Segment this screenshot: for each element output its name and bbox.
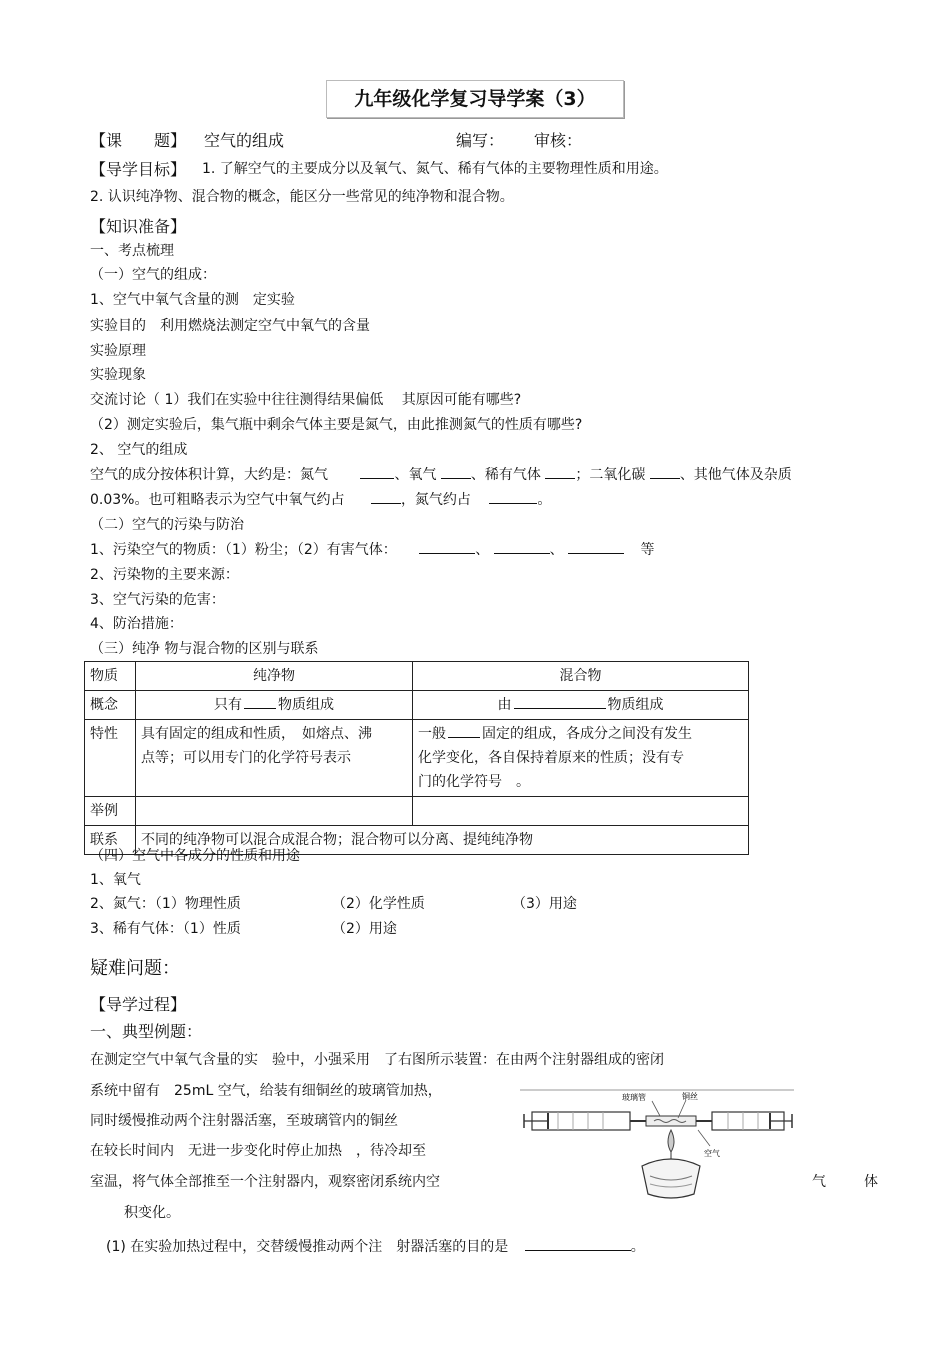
pollution-text-a: 1、污染空气的物质：（1）粉尘；（2）有害气体： (90, 542, 397, 558)
prep-line-2: 实验目的 利用燃烧法测定空气中氧气的含量 (90, 318, 370, 334)
example-heading: 一、典型例题： (90, 1022, 203, 1041)
sub-1: （一）空气的组成： (90, 267, 216, 283)
composition-text-d: ；二氧化碳 (575, 467, 646, 483)
row-label-concept: 概念 (85, 691, 136, 720)
sub-4: （四）空气中各成分的性质和用途 (90, 848, 300, 864)
copper-wire-label: 铜丝 (682, 1092, 698, 1101)
prep-line-5: 交流讨论（ 1）我们在实验中往往测得结果偏低 其原因可能有哪些? (90, 392, 522, 408)
nitrogen-physical: 2、氮气：（1）物理性质 (90, 896, 241, 912)
air-label: 空气 (704, 1149, 720, 1158)
prep-label: 【知识准备】 (90, 217, 187, 236)
co2-blank[interactable] (650, 464, 680, 479)
table-row (85, 691, 749, 720)
nitrogen-use: （3）用途 (512, 896, 577, 912)
composition-line-2 (90, 489, 551, 509)
example-line-3: 同时缓慢推动两个注射器活塞，至玻璃管内的铜丝 (90, 1113, 398, 1129)
topic: 空气的组成 (204, 131, 285, 150)
cell-pure-concept (136, 691, 413, 720)
reviewer-label: 审核： (534, 131, 583, 150)
cell-text: 物质组成 (607, 697, 664, 713)
question-1-blank[interactable] (525, 1236, 631, 1251)
topic-label: 【课 题】 (90, 131, 187, 150)
prep-line-4: 实验现象 (90, 367, 146, 383)
oxygen-line: 1、氧气 (90, 872, 141, 888)
pollution-text-c: 、 (549, 542, 564, 558)
cell-text: 具有固定的组成和性质， 如熔点、沸 (141, 726, 372, 742)
nitrogen-fraction-blank[interactable] (489, 489, 537, 504)
goal-1: 1. 了解空气的主要成分以及氧气、氮气、稀有气体的主要物理性质和用途。 (202, 161, 668, 177)
cell-text: 点等；可以用专门的化学符号表示 (141, 750, 351, 766)
process-label: 【导学过程】 (90, 995, 187, 1014)
composition-text-a: 空气的成分按体积计算，大约是：氮气 (90, 467, 328, 483)
cell-text: 只有 (214, 697, 242, 713)
harmful-gas-blank-3[interactable] (568, 539, 624, 554)
cell-text: 由 (497, 697, 512, 713)
example-line-5: 室温，将气体全部推至一个注射器内，观察密闭系统内空 (90, 1174, 440, 1190)
table-row (85, 720, 749, 797)
section-1: 一、考点梳理 (90, 243, 174, 259)
table-header-row (85, 662, 749, 691)
cell-text: 一般 (418, 726, 446, 742)
difficult-heading: 疑难问题： (90, 958, 180, 979)
header-cell-pure: 纯净物 (136, 662, 413, 691)
pollution-text-b: 、 (475, 542, 490, 558)
composition-text-c: 、稀有气体 (470, 467, 541, 483)
editor-label: 编写： (456, 131, 505, 150)
cell-relation: 不同的纯净物可以混合成混合物；混合物可以分离、提纯纯净物 (136, 826, 749, 855)
composition-text-e: 、其他气体及杂质 (679, 467, 792, 483)
question-1 (106, 1236, 645, 1256)
row-label-property: 特性 (85, 720, 136, 797)
nitrogen-blank[interactable] (360, 464, 394, 479)
harmful-gas-blank-2[interactable] (494, 539, 550, 554)
cell-text: 固定的组成，各成分之间没有发生 (482, 726, 692, 742)
question-1-end: 。 (630, 1239, 645, 1255)
question-1-text: (1) 在实验加热过程中，交替缓慢推动两个注 射器活塞的目的是 (106, 1239, 509, 1255)
row-label-relation: 联系 (85, 826, 136, 855)
cell-pure-example[interactable] (136, 797, 413, 826)
example-line-6: 积变化。 (124, 1205, 180, 1221)
example-line-1: 在测定空气中氧气含量的实 验中，小强采用 了右图所示装置：在由两个注射器组成的密闭 (90, 1052, 664, 1068)
cell-text: 物质组成 (278, 697, 334, 713)
glass-tube-label: 玻璃管 (622, 1093, 646, 1102)
example-line-5-end: 气 体 (812, 1174, 890, 1190)
comparison-table (84, 661, 749, 855)
cell-mixture-concept (413, 691, 749, 720)
mixture-property-blank[interactable] (448, 723, 480, 738)
pure-concept-blank[interactable] (244, 694, 276, 709)
prep-line-6: （2）测定实验后，集气瓶中剩余气体主要是氮气，由此推测氮气的性质有哪些? (90, 417, 583, 433)
noble-gas-use: （2）用途 (332, 921, 397, 937)
pollution-line-1 (90, 539, 655, 559)
pollution-line-2: 2、污染物的主要来源： (90, 567, 239, 583)
prep-line-7: 2、 空气的组成 (90, 442, 188, 458)
row-label-example: 举例 (85, 797, 136, 826)
noble-gas-property: 3、稀有气体：（1）性质 (90, 921, 241, 937)
page-title: 九年级化学复习导学案（3） (326, 80, 624, 118)
pollution-text-d: 等 (640, 542, 655, 558)
sub-2: （二）空气的污染与防治 (90, 517, 244, 533)
goals-label: 【导学目标】 (90, 160, 187, 179)
header-cell-mixture: 混合物 (413, 662, 749, 691)
composition-text-b: 、氧气 (394, 467, 437, 483)
pollution-line-3: 3、空气污染的危害： (90, 592, 225, 608)
cell-mixture-property (413, 720, 749, 797)
example-line-2: 系统中留有 25mL 空气，给装有细铜丝的玻璃管加热， (90, 1083, 442, 1099)
prep-line-3: 实验原理 (90, 343, 146, 359)
composition-line (90, 464, 792, 484)
oxygen-blank[interactable] (441, 464, 471, 479)
header-cell-substance: 物质 (85, 662, 136, 691)
harmful-gas-blank-1[interactable] (419, 539, 475, 554)
composition-text-g: ，氮气约占 (400, 492, 471, 508)
pollution-line-4: 4、防治措施： (90, 616, 183, 632)
composition-text-h: 。 (537, 492, 552, 508)
cell-pure-property (136, 720, 413, 797)
sub-3: （三）纯净 物与混合物的区别与联系 (90, 641, 319, 657)
example-line-4: 在较长时间内 无进一步变化时停止加热 ，待冷却至 (90, 1143, 426, 1159)
noble-gas-blank[interactable] (545, 464, 575, 479)
nitrogen-chemical: （2）化学性质 (332, 896, 425, 912)
cell-text: 门的化学符号 。 (418, 774, 530, 790)
cell-mixture-example[interactable] (413, 797, 749, 826)
table-row (85, 797, 749, 826)
syringe-apparatus-figure (518, 1086, 798, 1206)
composition-text-f: 0.03%。也可粗略表示为空气中氧气约占 (90, 492, 345, 508)
goal-2: 2. 认识纯净物、混合物的概念，能区分一些常见的纯净物和混合物。 (90, 189, 514, 205)
mixture-concept-blank[interactable] (514, 694, 606, 709)
prep-line-1: 1、空气中氧气含量的测 定实验 (90, 292, 295, 308)
cell-text: 化学变化，各自保持着原来的性质；没有专 (418, 750, 684, 766)
oxygen-fraction-blank[interactable] (371, 489, 401, 504)
